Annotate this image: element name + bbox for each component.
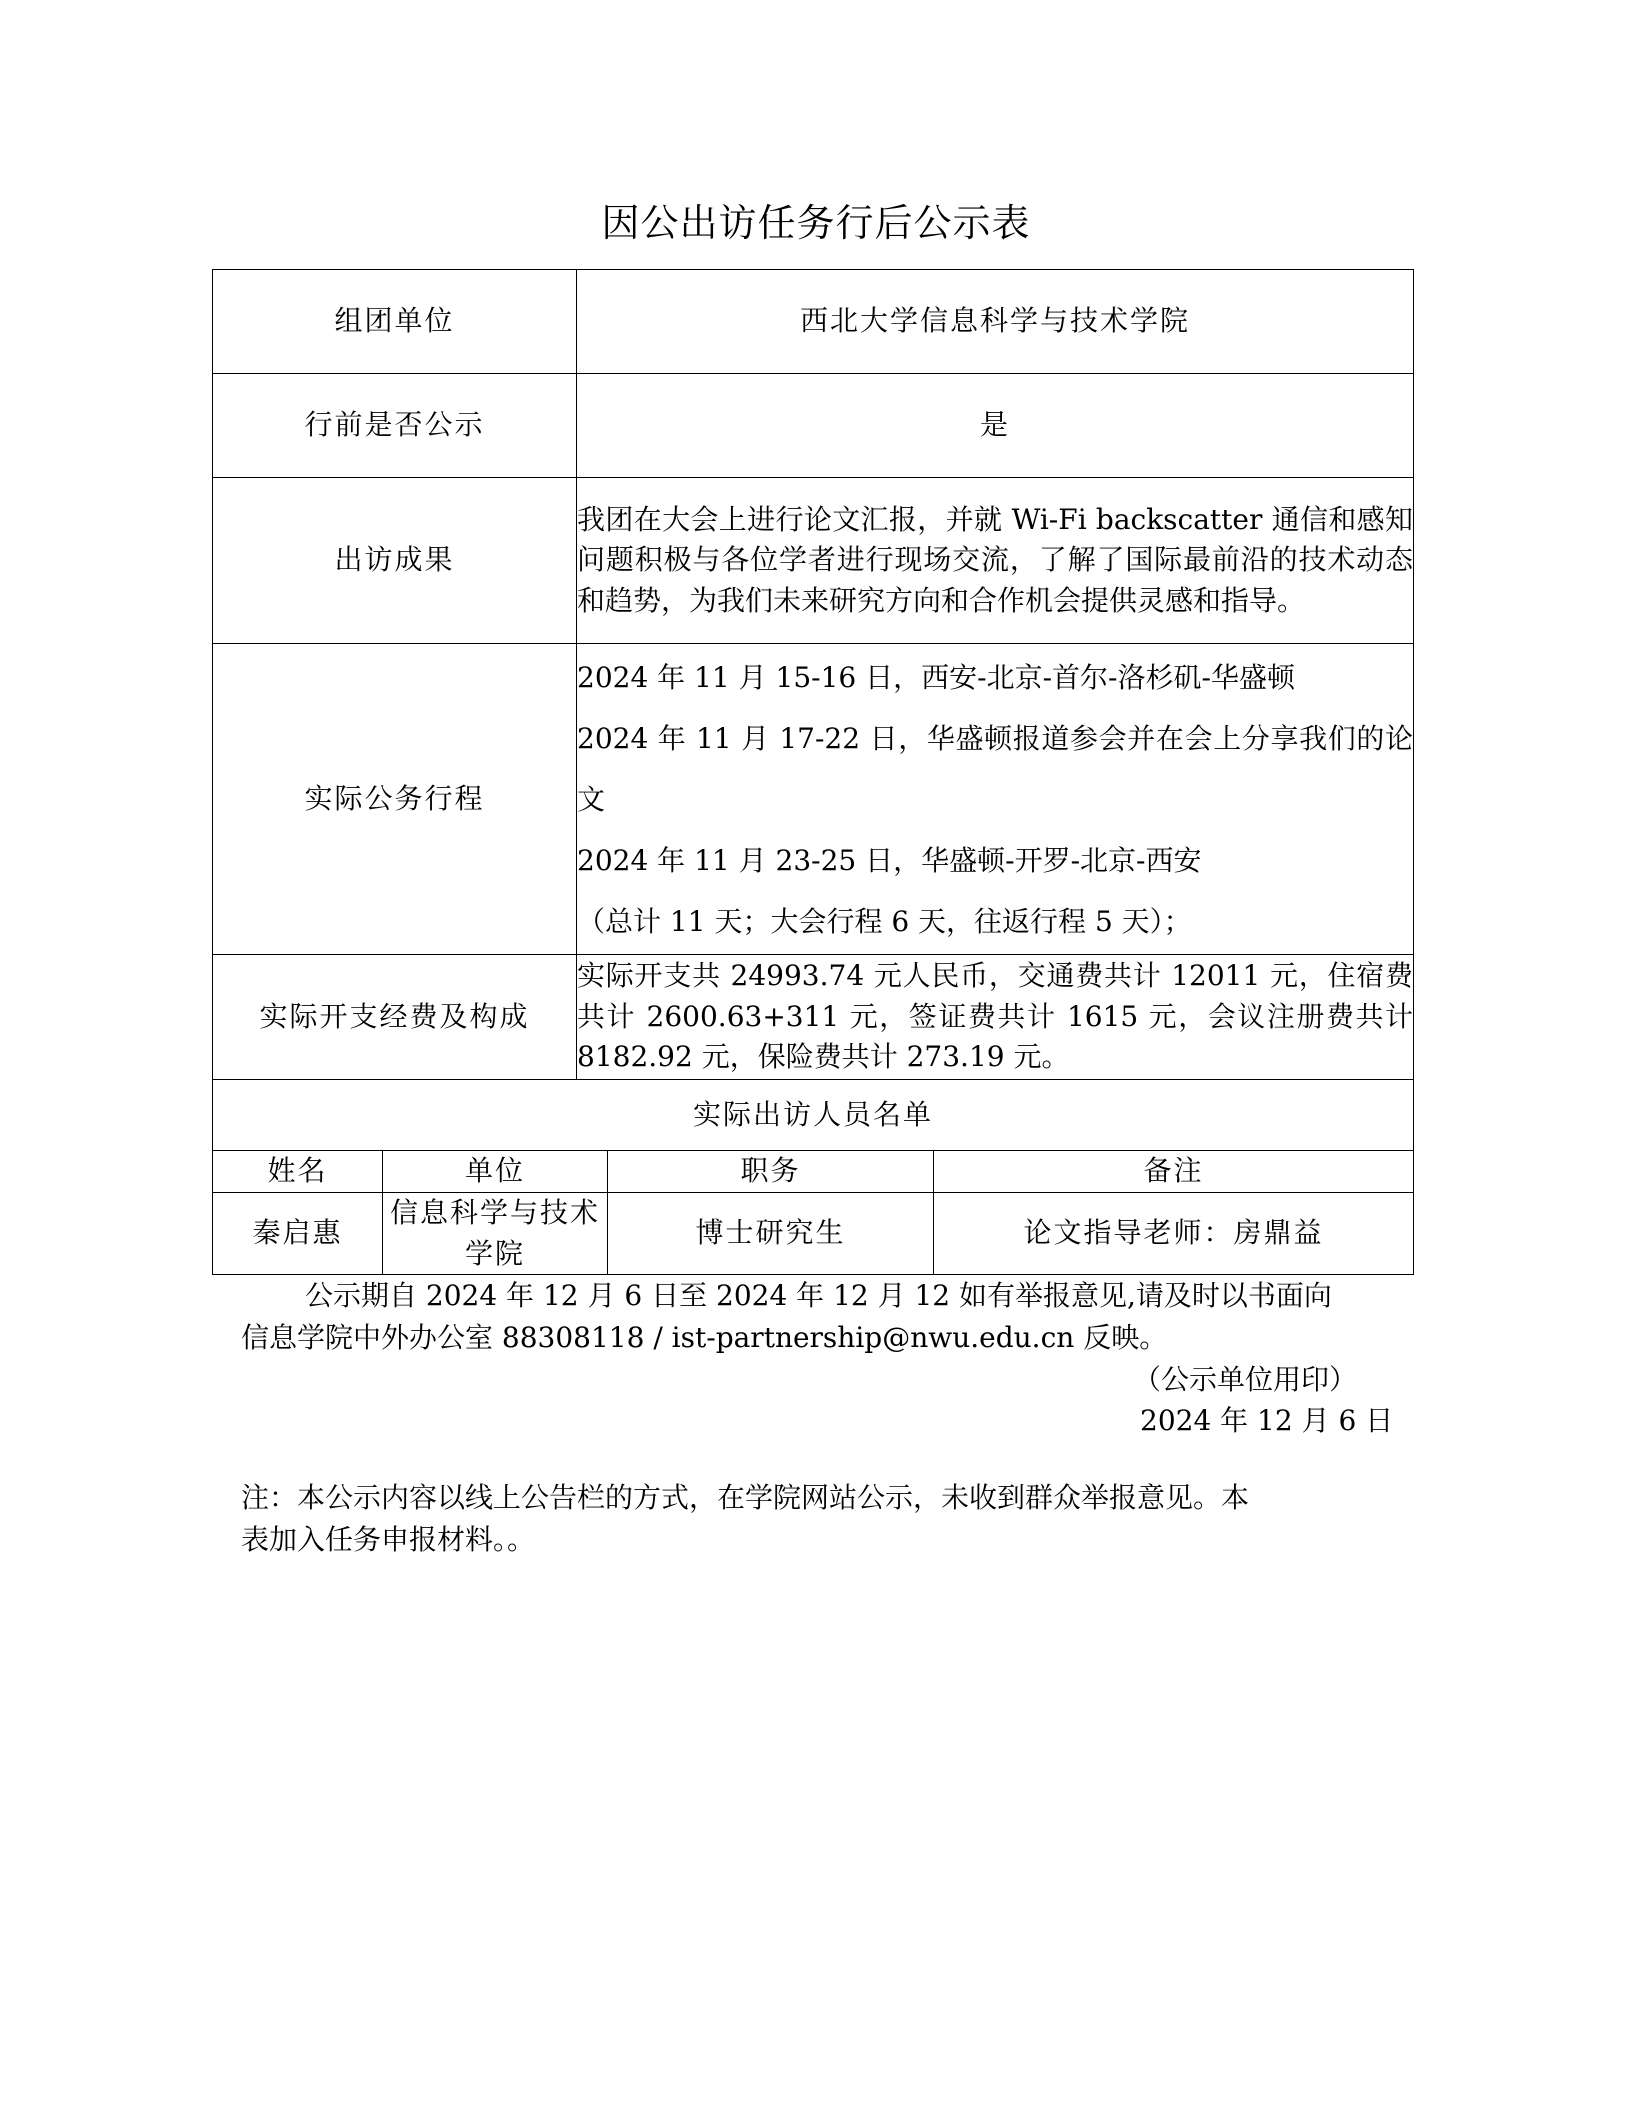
header-unit: 单位 bbox=[383, 1151, 608, 1193]
personnel-header-row bbox=[213, 1151, 1414, 1193]
itinerary-row bbox=[213, 644, 1414, 955]
document-title: 因公出访任务行后公示表 bbox=[601, 201, 1031, 245]
personnel-title: 实际出访人员名单 bbox=[213, 1080, 1414, 1151]
person-unit: 信息科学与技术学院 bbox=[383, 1193, 608, 1275]
result-row bbox=[213, 478, 1414, 644]
notice-line-1: 公示期自 2024 年 12 月 6 日至 2024 年 12 月 12 如有举报意见,请及时以书面向 bbox=[305, 1279, 1332, 1312]
header-remark: 备注 bbox=[934, 1151, 1414, 1193]
expense-row bbox=[213, 955, 1414, 1080]
itinerary-cell bbox=[577, 644, 1414, 955]
org-value: 西北大学信息科学与技术学院 bbox=[577, 270, 1414, 374]
itinerary-line: 2024 年 11 月 15-16 日，西安-北京-首尔-洛杉矶-华盛顿 bbox=[577, 660, 1295, 694]
itinerary-line: 2024 年 11 月 23-25 日，华盛顿-开罗-北京-西安 bbox=[577, 843, 1202, 877]
header-name: 姓名 bbox=[213, 1151, 383, 1193]
seal-text: （公示单位用印） bbox=[1133, 1363, 1358, 1396]
prenotice-value: 是 bbox=[577, 374, 1414, 478]
org-label: 组团单位 bbox=[213, 270, 577, 374]
prenotice-label: 行前是否公示 bbox=[213, 374, 577, 478]
itinerary-label: 实际公务行程 bbox=[213, 644, 577, 955]
notice-line-2: 信息学院中外办公室 88308118 / ist-partnership@nwu.edu.cn 反映。 bbox=[241, 1321, 1168, 1354]
personnel-title-row bbox=[213, 1080, 1414, 1151]
result-text: 我团在大会上进行论文汇报，并就 Wi-Fi backscatter 通信和感知问题积极与各位学者进行现场交流，了解了国际最前沿的技术动态和趋势，为我们未来研究方向和合作机会提供灵感和指导。 bbox=[577, 478, 1414, 644]
notice-date: 2024 年 12 月 6 日 bbox=[1140, 1404, 1394, 1437]
person-remark: 论文指导老师：房鼎益 bbox=[934, 1193, 1414, 1275]
itinerary-line: （总计 11 天；大会行程 6 天，往返行程 5 天）； bbox=[577, 904, 1192, 938]
person-name: 秦启惠 bbox=[213, 1193, 383, 1275]
publicity-table bbox=[212, 269, 1414, 1275]
note-line-2: 表加入任务申报材料。。 bbox=[241, 1523, 536, 1556]
result-label: 出访成果 bbox=[213, 478, 577, 644]
note-line-1: 注：本公示内容以线上公告栏的方式，在学院网站公示，未收到群众举报意见。本 bbox=[241, 1481, 1250, 1514]
expense-label: 实际开支经费及构成 bbox=[213, 955, 577, 1080]
personnel-row bbox=[213, 1193, 1414, 1275]
person-position: 博士研究生 bbox=[608, 1193, 934, 1275]
prenotice-row bbox=[213, 374, 1414, 478]
org-row bbox=[213, 270, 1414, 374]
header-position: 职务 bbox=[608, 1151, 934, 1193]
itinerary-line: 2024 年 11 月 17-22 日，华盛顿报道参会并在会上分享我们的论文 bbox=[577, 721, 1414, 816]
expense-text: 实际开支共 24993.74 元人民币，交通费共计 12011 元，住宿费共计 2600.63+311 元，签证费共计 1615 元，会议注册费共计 8182.92 元，保险费共计 273.19 元。 bbox=[577, 955, 1414, 1080]
